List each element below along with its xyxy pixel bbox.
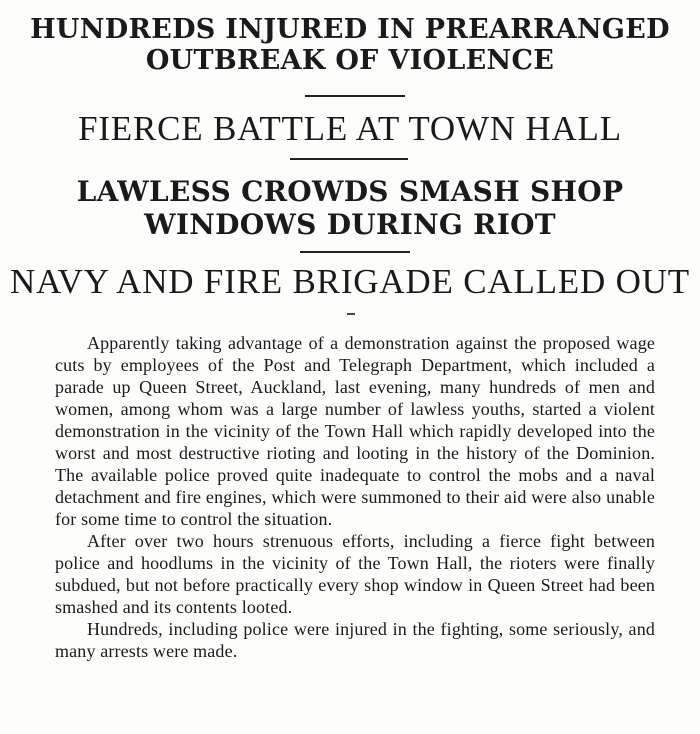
headline-fierce-battle-text: FIERCE BATTLE AT TOWN HALL bbox=[78, 109, 622, 148]
headline-injured bbox=[0, 14, 700, 76]
article-paragraph: Hundreds, including police were injured in the fighting, some seriously, and many arrests were made. bbox=[55, 619, 655, 661]
headline-lawless-crowds-text: LAWLESS CROWDS SMASH SHOP WINDOWS DURING RIOT bbox=[76, 175, 624, 241]
headline-navy-fire-brigade-text: NAVY AND FIRE BRIGADE CALLED OUT bbox=[10, 262, 690, 301]
headline-injured-text: HUNDREDS INJURED IN PREARRANGED OUTBREAK OF VIOLENCE bbox=[30, 14, 670, 76]
divider-rule bbox=[305, 95, 405, 97]
divider-rule bbox=[290, 158, 408, 160]
divider-dot bbox=[347, 313, 355, 315]
article-paragraph: After over two hours strenuous efforts, including a fierce fight between police and hoodlums in the vicinity of the Town Hall, the rioters were finally subdued, but not before practically every shop window in Queen Street had been smashed and its contents looted. bbox=[55, 531, 655, 617]
divider-rule bbox=[300, 251, 410, 253]
article-body bbox=[55, 332, 655, 662]
article-paragraph: Apparently taking advantage of a demonstration against the proposed wage cuts by employees of the Post and Telegraph Department, which included a parade up Queen Street, Auckland, last evening, many hundreds of men and women, among whom was a large number of lawless youths, started a violent demonstration in the vicinity of the Town Hall which rapidly developed into the worst and most destructive rioting and looting in the history of the Dominion. The available police proved quite inadequate to control the mobs and a naval detachment and fire engines, which were summoned to their aid were also unable for some time to control the situation. bbox=[55, 333, 655, 529]
headline-fierce-battle bbox=[0, 110, 700, 148]
headline-lawless-crowds bbox=[0, 175, 700, 241]
headline-navy-fire-brigade bbox=[0, 263, 700, 301]
